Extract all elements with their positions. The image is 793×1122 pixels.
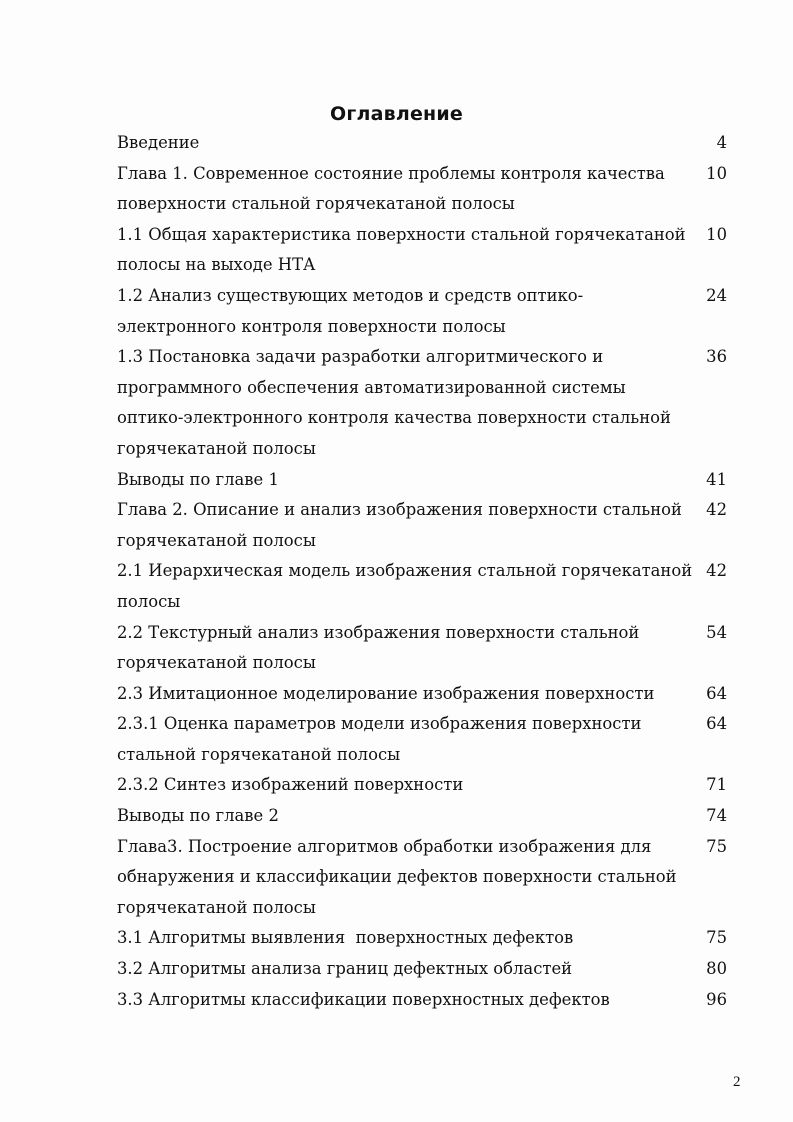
toc-entry-title <box>117 495 737 556</box>
toc-entry-line: полосы <box>117 591 181 611</box>
toc-entry-title <box>117 770 737 801</box>
page-title: Оглавление <box>330 103 463 125</box>
toc-entry-line: Выводы по главе 1 <box>117 469 279 489</box>
toc-entry-line: Выводы по главе 2 <box>117 806 279 826</box>
toc-entry-page: 41 <box>706 469 727 489</box>
toc-entry <box>117 465 737 496</box>
toc-entry-line: Глава 2. Описание и анализ изображения поверхности стальной <box>117 500 682 520</box>
toc-entry <box>117 618 737 679</box>
toc-entry-line: обнаружения и классификации дефектов поверхности стальной <box>117 867 677 887</box>
toc-entry <box>117 923 737 954</box>
toc-entry-title <box>117 923 737 954</box>
toc-entry-page: 64 <box>706 714 727 734</box>
toc-entry-title <box>117 342 737 464</box>
toc-entry-title <box>117 281 737 342</box>
toc-entry-title <box>117 832 737 924</box>
toc-entry <box>117 801 737 832</box>
toc-entry-line: 2.3 Имитационное моделирование изображения поверхности <box>117 683 655 703</box>
toc-entry <box>117 985 737 1016</box>
page-number: 2 <box>733 1074 741 1090</box>
toc-entry-title <box>117 709 737 770</box>
toc-entry-page: 4 <box>716 133 727 152</box>
toc-entry-line: стальной горячекатаной полосы <box>117 744 401 764</box>
toc-entry-title <box>117 618 737 679</box>
toc-entry-page: 75 <box>706 836 727 856</box>
toc-entry-page: 10 <box>706 224 727 244</box>
toc-entry <box>117 770 737 801</box>
toc-entry <box>117 128 737 159</box>
toc-entry-page: 42 <box>706 500 727 520</box>
toc-entry <box>117 495 737 556</box>
toc-entry-line: 3.1 Алгоритмы выявления поверхностных дефектов <box>117 928 574 948</box>
toc-entry-page: 71 <box>706 775 727 795</box>
toc-entry-title <box>117 954 737 985</box>
toc-entry-page: 75 <box>706 928 727 948</box>
toc-entry <box>117 281 737 342</box>
toc-entry-line: 1.3 Постановка задачи разработки алгоритмического и <box>117 347 604 367</box>
toc-entry-title <box>117 679 737 710</box>
toc-entry-page: 10 <box>706 163 727 183</box>
toc-entry-line: горячекатаной полосы <box>117 530 316 550</box>
toc-entry-line: горячекатаной полосы <box>117 653 316 673</box>
toc-entry-title <box>117 556 737 617</box>
toc-entry-line: Глава3. Построение алгоритмов обработки изображения для <box>117 836 652 856</box>
toc-entry-line: 3.3 Алгоритмы классификации поверхностных дефектов <box>117 989 610 1009</box>
toc-entry-page: 64 <box>706 683 727 703</box>
toc-entry-page: 36 <box>706 347 727 367</box>
toc-entry <box>117 220 737 281</box>
toc-entry <box>117 556 737 617</box>
toc-entry-title <box>117 159 737 220</box>
toc-entry <box>117 709 737 770</box>
toc-entry <box>117 159 737 220</box>
toc-entry-line: 2.2 Текстурный анализ изображения поверхности стальной <box>117 622 640 642</box>
toc-entry-line: 1.1 Общая характеристика поверхности стальной горячекатаной <box>117 224 686 244</box>
toc-entry-line: программного обеспечения автоматизированной системы <box>117 377 626 397</box>
toc-entry-line: 3.2 Алгоритмы анализа границ дефектных областей <box>117 959 573 979</box>
toc-entry-line: 1.2 Анализ существующих методов и средств оптико- <box>117 285 584 305</box>
toc-entry-title <box>117 220 737 281</box>
toc-entry <box>117 679 737 710</box>
toc-entry-line: электронного контроля поверхности полосы <box>117 316 506 336</box>
toc-entry-line: оптико-электронного контроля качества поверхности стальной <box>117 408 671 428</box>
toc-entry-line: Введение <box>117 133 200 152</box>
toc-entry-line: 2.3.1 Оценка параметров модели изображения поверхности <box>117 714 642 734</box>
toc-entry-page: 74 <box>706 806 727 826</box>
toc-entry-line: горячекатаной полосы <box>117 438 316 458</box>
toc-entry-line: горячекатаной полосы <box>117 897 316 917</box>
toc-entry-line: поверхности стальной горячекатаной полосы <box>117 194 515 214</box>
table-of-contents <box>117 128 737 1015</box>
toc-entry-page: 80 <box>706 959 727 979</box>
toc-entry-line: полосы на выходе НТА <box>117 255 316 275</box>
toc-entry-page: 42 <box>706 561 727 581</box>
toc-entry <box>117 342 737 464</box>
toc-entry-line: 2.3.2 Синтез изображений поверхности <box>117 775 464 795</box>
toc-entry-line: 2.1 Иерархическая модель изображения стальной горячекатаной <box>117 561 693 581</box>
toc-entry-page: 54 <box>706 622 727 642</box>
toc-entry-title <box>117 465 737 496</box>
toc-entry-title <box>117 985 737 1016</box>
toc-entry <box>117 954 737 985</box>
toc-entry-title <box>117 801 737 832</box>
toc-entry-line: Глава 1. Современное состояние проблемы контроля качества <box>117 163 665 183</box>
toc-entry-page: 96 <box>706 989 727 1009</box>
toc-entry-page: 24 <box>706 285 727 305</box>
toc-entry <box>117 832 737 924</box>
toc-entry-title <box>117 128 737 159</box>
